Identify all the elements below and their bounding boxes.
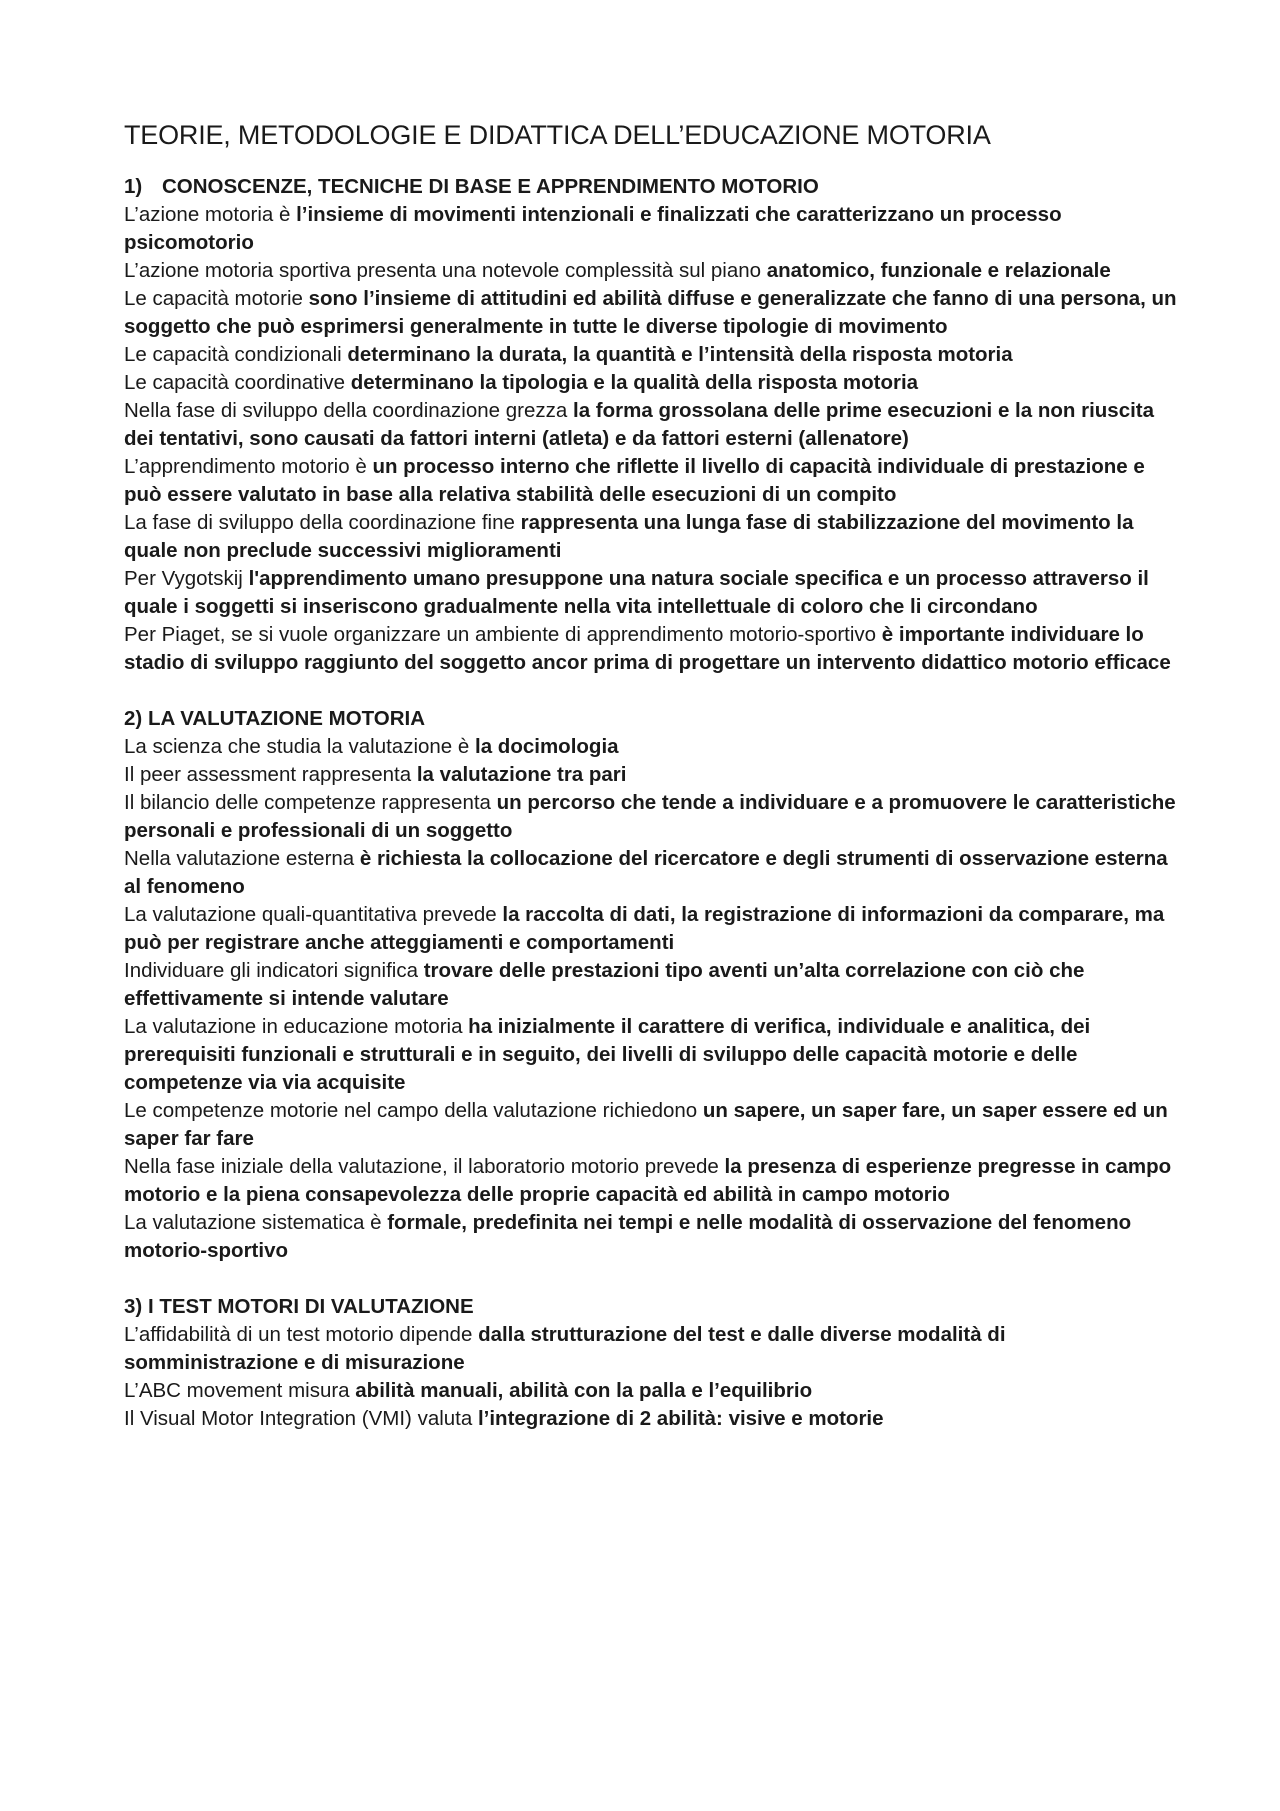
item-highlight: è importante individuare lo stadio di sviluppo raggiunto del soggetto ancor prima di progettare un intervento didattico motorio efficace [124, 623, 1171, 674]
section-2 [124, 705, 1184, 1265]
item-highlight: sono l’insieme di attitudini ed abilità diffuse e generalizzate che fanno di una persona, un soggetto che può esprimersi generalmente in tutte le diverse tipologie di movimento [124, 287, 1177, 338]
section-number: 3) [124, 1295, 143, 1318]
section-heading [124, 173, 1184, 201]
list-item [124, 1013, 1184, 1097]
item-text: Nella valutazione esterna [124, 847, 360, 870]
section-title: LA VALUTAZIONE MOTORIA [147, 707, 426, 730]
item-highlight: è richiesta la collocazione del ricercatore e degli strumenti di osservazione esterna al fenomeno [124, 847, 1168, 898]
list-item [124, 369, 1184, 397]
item-text: L’affidabilità di un test motorio dipende [124, 1323, 479, 1346]
list-item [124, 1321, 1184, 1377]
list-item [124, 397, 1184, 453]
list-item [124, 789, 1184, 845]
section-number: 1) [124, 175, 143, 198]
list-item [124, 1209, 1184, 1265]
item-text: Per Vygotskij [124, 567, 249, 590]
item-highlight: anatomico, funzionale e relazionale [766, 259, 1111, 282]
item-text: Le competenze motorie nel campo della valutazione richiedono [124, 1099, 703, 1122]
section-1 [124, 173, 1184, 677]
item-text: Nella fase iniziale della valutazione, il laboratorio motorio prevede [124, 1155, 725, 1178]
item-highlight: formale, predefinita nei tempi e nelle modalità di osservazione del fenomeno motorio-sportivo [124, 1211, 1132, 1262]
item-text: Il bilancio delle competenze rappresenta [124, 791, 497, 814]
item-highlight: un processo interno che riflette il livello di capacità individuale di prestazione e può essere valutato in base alla relativa stabilità delle esecuzioni di un compito [124, 455, 1145, 506]
item-highlight: la raccolta di dati, la registrazione di informazioni da comparare, ma può per registrare anche atteggiamenti e comportamenti [124, 903, 1165, 954]
item-text: Individuare gli indicatori significa [124, 959, 424, 982]
item-highlight: un percorso che tende a individuare e a promuovere le caratteristiche personali e professionali di un soggetto [124, 791, 1176, 842]
list-item [124, 1097, 1184, 1153]
item-text: Nella fase di sviluppo della coordinazione grezza [124, 399, 573, 422]
section-heading [124, 705, 1184, 733]
list-item [124, 509, 1184, 565]
section-heading [124, 1293, 1184, 1321]
item-text: Le capacità motorie [124, 287, 309, 310]
item-text: Le capacità condizionali [124, 343, 348, 366]
item-text: Il Visual Motor Integration (VMI) valuta [124, 1407, 478, 1430]
item-highlight: la docimologia [475, 735, 619, 758]
item-highlight: abilità manuali, abilità con la palla e l’equilibrio [355, 1379, 813, 1402]
item-text: La valutazione in educazione motoria [124, 1015, 469, 1038]
list-item [124, 341, 1184, 369]
list-item [124, 1405, 1184, 1433]
list-item [124, 1153, 1184, 1209]
list-item [124, 285, 1184, 341]
item-highlight: ha inizialmente il carattere di verifica, individuale e analitica, dei prerequisiti funzionali e strutturali e in seguito, dei livelli di sviluppo delle capacità motorie e delle competenze via via acquisite [124, 1015, 1091, 1094]
item-text: L’apprendimento motorio è [124, 455, 373, 478]
document-page [124, 120, 1184, 1461]
item-text: La valutazione quali-quantitativa prevede [124, 903, 503, 926]
list-item [124, 845, 1184, 901]
list-item [124, 761, 1184, 789]
item-highlight: trovare delle prestazioni tipo aventi un’alta correlazione con ciò che effettivamente si intende valutare [124, 959, 1085, 1010]
section-title: CONOSCENZE, TECNICHE DI BASE E APPRENDIMENTO MOTORIO [162, 175, 819, 198]
item-highlight: l’integrazione di 2 abilità: visive e motorie [477, 1407, 884, 1430]
item-highlight: determinano la durata, la quantità e l’intensità della risposta motoria [347, 343, 1013, 366]
item-text: La valutazione sistematica è [124, 1211, 388, 1234]
section-number: 2) [124, 707, 143, 730]
list-item [124, 901, 1184, 957]
item-highlight: rappresenta una lunga fase di stabilizzazione del movimento la quale non preclude successivi miglioramenti [124, 511, 1134, 562]
item-text: L’azione motoria è [124, 203, 297, 226]
item-text: Il peer assessment rappresenta [124, 763, 417, 786]
item-highlight: l’insieme di movimenti intenzionali e finalizzati che caratterizzano un processo psicomotorio [124, 203, 1062, 254]
list-item [124, 565, 1184, 621]
item-highlight: dalla strutturazione del test e dalle diverse modalità di somministrazione e di misurazione [124, 1323, 1006, 1374]
item-text: L’ABC movement misura [124, 1379, 356, 1402]
list-item [124, 257, 1184, 285]
section-3 [124, 1293, 1184, 1433]
item-text: La scienza che studia la valutazione è [124, 735, 476, 758]
item-highlight: la forma grossolana delle prime esecuzioni e la non riuscita dei tentativi, sono causati da fattori interni (atleta) e da fattori esterni (allenatore) [124, 399, 1155, 450]
item-text: La fase di sviluppo della coordinazione fine [124, 511, 521, 534]
item-text: Per Piaget, se si vuole organizzare un ambiente di apprendimento motorio-sportivo [124, 623, 882, 646]
list-item [124, 621, 1184, 677]
section-title: I TEST MOTORI DI VALUTAZIONE [147, 1295, 474, 1318]
list-item [124, 733, 1184, 761]
item-highlight: determinano la tipologia e la qualità della risposta motoria [350, 371, 919, 394]
list-item [124, 453, 1184, 509]
item-highlight: l'apprendimento umano presuppone una natura sociale specifica e un processo attraverso il quale i soggetti si inseriscono gradualmente nella vita intellettuale di coloro che li circondano [124, 567, 1149, 618]
item-highlight: un sapere, un saper fare, un saper essere ed un saper far fare [124, 1099, 1168, 1150]
item-text: Le capacità coordinative [124, 371, 351, 394]
document-title: TEORIE, METODOLOGIE E DIDATTICA DELL’EDUCAZIONE MOTORIA [124, 120, 991, 150]
item-highlight: la presenza di esperienze pregresse in campo motorio e la piena consapevolezza delle proprie capacità ed abilità in campo motorio [124, 1155, 1172, 1206]
item-highlight: la valutazione tra pari [416, 763, 627, 786]
list-item [124, 1377, 1184, 1405]
list-item [124, 957, 1184, 1013]
item-text: L’azione motoria sportiva presenta una notevole complessità sul piano [124, 259, 767, 282]
list-item [124, 201, 1184, 257]
